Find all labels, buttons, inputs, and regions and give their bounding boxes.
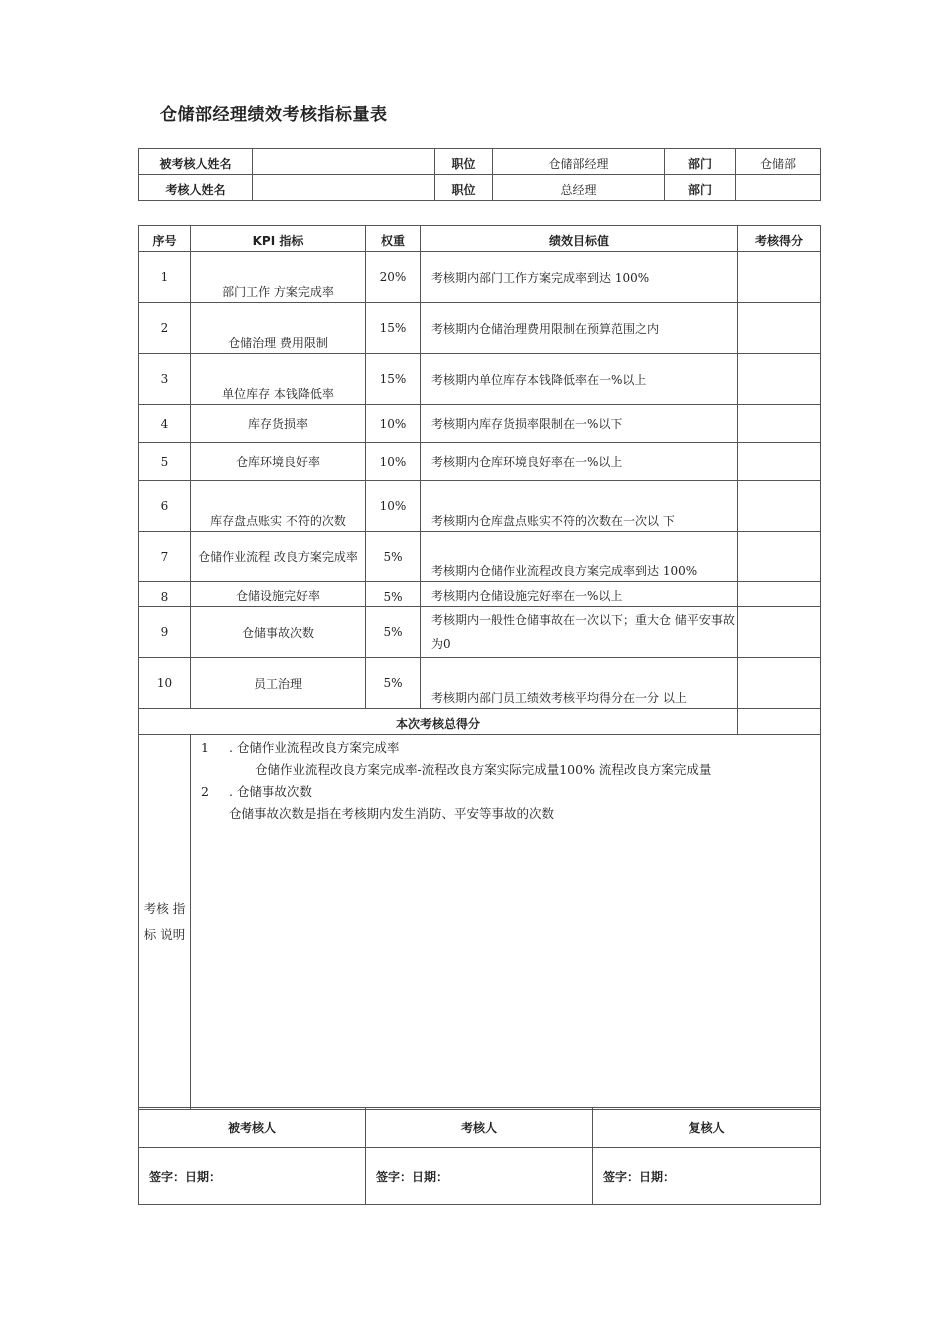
row-kpi: 部门工作 方案完成率 [191, 252, 366, 303]
row-no: 10 [139, 658, 191, 709]
form-title: 仓储部经理绩效考核指标量表 [160, 105, 388, 125]
row-no: 1 [139, 252, 191, 303]
assessee-sign-date[interactable]: 签字：日期： [139, 1148, 366, 1205]
kpi-header-row [139, 226, 821, 252]
row-weight: 15% [366, 303, 421, 354]
row-target: 考核期内仓储作业流程改良方案完成率到达 100% [421, 532, 738, 582]
row-score[interactable] [738, 607, 821, 658]
assessor-sign-date[interactable]: 签字：日期： [366, 1148, 593, 1205]
assessor-name-label: 考核人姓名 [139, 175, 253, 201]
assessor-position-label: 职位 [435, 175, 493, 201]
notes-row [139, 735, 821, 1110]
table-row [139, 303, 821, 354]
assessor-name-field[interactable] [253, 175, 435, 201]
row-score[interactable] [738, 354, 821, 405]
row-kpi: 仓储事故次数 [191, 607, 366, 658]
assessee-name-label: 被考核人姓名 [139, 149, 253, 175]
row-weight: 5% [366, 582, 421, 607]
total-score-row [139, 709, 821, 735]
table-row [139, 354, 821, 405]
col-header-score: 考核得分 [738, 226, 821, 252]
note-item-2 [191, 781, 820, 803]
row-target: 考核期内一般性仓储事故在一次以下；重大仓 储平安事故为0 [421, 607, 738, 658]
table-row [139, 405, 821, 443]
row-kpi: 仓库环境良好率 [191, 443, 366, 481]
note-item-2-desc: 仓储事故次数是指在考核期内发生消防、平安等事故的次数 [229, 806, 555, 821]
table-row [139, 582, 821, 607]
row-target: 考核期内仓库盘点账实不符的次数在一次以 下 [421, 481, 738, 532]
note-item-1-formula: 仓储作业流程改良方案完成率-流程改良方案实际完成量100% 流程改良方案完成量 [255, 762, 712, 777]
total-score-value[interactable] [738, 709, 821, 735]
signature-header-row [139, 1108, 821, 1148]
table-row [139, 481, 821, 532]
assessor-position-value[interactable]: 总经理 [493, 175, 665, 201]
signature-row [139, 1148, 821, 1205]
note-item-1 [191, 737, 820, 759]
total-score-label: 本次考核总得分 [139, 709, 738, 735]
notes-label-line1: 考核 指 [143, 901, 186, 916]
assessor-row [139, 175, 821, 201]
reviewer-signature-header: 复核人 [593, 1108, 821, 1148]
row-weight: 5% [366, 607, 421, 658]
row-no: 9 [139, 607, 191, 658]
assessee-row [139, 149, 821, 175]
table-row [139, 443, 821, 481]
row-no: 2 [139, 303, 191, 354]
row-kpi: 员工治理 [191, 658, 366, 709]
notes-label [139, 735, 191, 1110]
table-row [139, 252, 821, 303]
assessor-department-value[interactable] [736, 175, 821, 201]
row-score[interactable] [738, 252, 821, 303]
notes-label-line2: 标 说明 [143, 927, 186, 942]
col-header-kpi: KPI 指标 [191, 226, 366, 252]
row-target: 考核期内库存货损率限制在一%以下 [421, 405, 738, 443]
row-kpi: 仓储作业流程 改良方案完成率 [191, 532, 366, 582]
row-target: 考核期内部门员工绩效考核平均得分在一分 以上 [421, 658, 738, 709]
signature-table [138, 1107, 821, 1205]
assessee-info-table [138, 148, 821, 201]
assessee-signature-header: 被考核人 [139, 1108, 366, 1148]
notes-content [191, 735, 821, 1110]
row-kpi: 仓储治理 费用限制 [191, 303, 366, 354]
row-target: 考核期内单位库存本钱降低率在一%以上 [421, 354, 738, 405]
row-target: 考核期内仓库环境良好率在一%以上 [421, 443, 738, 481]
row-score[interactable] [738, 582, 821, 607]
department-value[interactable]: 仓储部 [736, 149, 821, 175]
assessor-department-label: 部门 [665, 175, 736, 201]
row-score[interactable] [738, 303, 821, 354]
reviewer-sign-date[interactable]: 签字：日期： [593, 1148, 821, 1205]
row-weight: 10% [366, 405, 421, 443]
row-score[interactable] [738, 443, 821, 481]
row-no: 7 [139, 532, 191, 582]
note-item-2-title: . 仓储事故次数 [228, 784, 312, 799]
note-item-1-title: . 仓储作业流程改良方案完成率 [228, 740, 400, 755]
row-score[interactable] [738, 481, 821, 532]
position-label: 职位 [435, 149, 493, 175]
row-target: 考核期内仓储治理费用限制在预算范围之内 [421, 303, 738, 354]
table-row [139, 658, 821, 709]
kpi-table [138, 225, 821, 1110]
note-item-2-no: 2 [201, 784, 209, 799]
row-target: 考核期内仓储设施完好率在一%以上 [421, 582, 738, 607]
row-weight: 15% [366, 354, 421, 405]
row-score[interactable] [738, 405, 821, 443]
position-value[interactable]: 仓储部经理 [493, 149, 665, 175]
col-header-no: 序号 [139, 226, 191, 252]
row-kpi: 库存货损率 [191, 405, 366, 443]
row-weight: 5% [366, 658, 421, 709]
row-no: 6 [139, 481, 191, 532]
row-weight: 10% [366, 443, 421, 481]
row-weight: 10% [366, 481, 421, 532]
row-target: 考核期内部门工作方案完成率到达 100% [421, 252, 738, 303]
table-row [139, 607, 821, 658]
row-no: 8 [139, 582, 191, 607]
table-row [139, 532, 821, 582]
row-kpi: 库存盘点账实 不符的次数 [191, 481, 366, 532]
row-score[interactable] [738, 532, 821, 582]
row-no: 4 [139, 405, 191, 443]
row-kpi: 单位库存 本钱降低率 [191, 354, 366, 405]
row-no: 3 [139, 354, 191, 405]
assessor-signature-header: 考核人 [366, 1108, 593, 1148]
note-item-1-no: 1 [201, 740, 209, 755]
col-header-weight: 权重 [366, 226, 421, 252]
col-header-target: 绩效目标值 [421, 226, 738, 252]
assessee-name-field[interactable] [253, 149, 435, 175]
row-no: 5 [139, 443, 191, 481]
row-score[interactable] [738, 658, 821, 709]
row-kpi: 仓储设施完好率 [191, 582, 366, 607]
row-weight: 5% [366, 532, 421, 582]
department-label: 部门 [665, 149, 736, 175]
row-weight: 20% [366, 252, 421, 303]
